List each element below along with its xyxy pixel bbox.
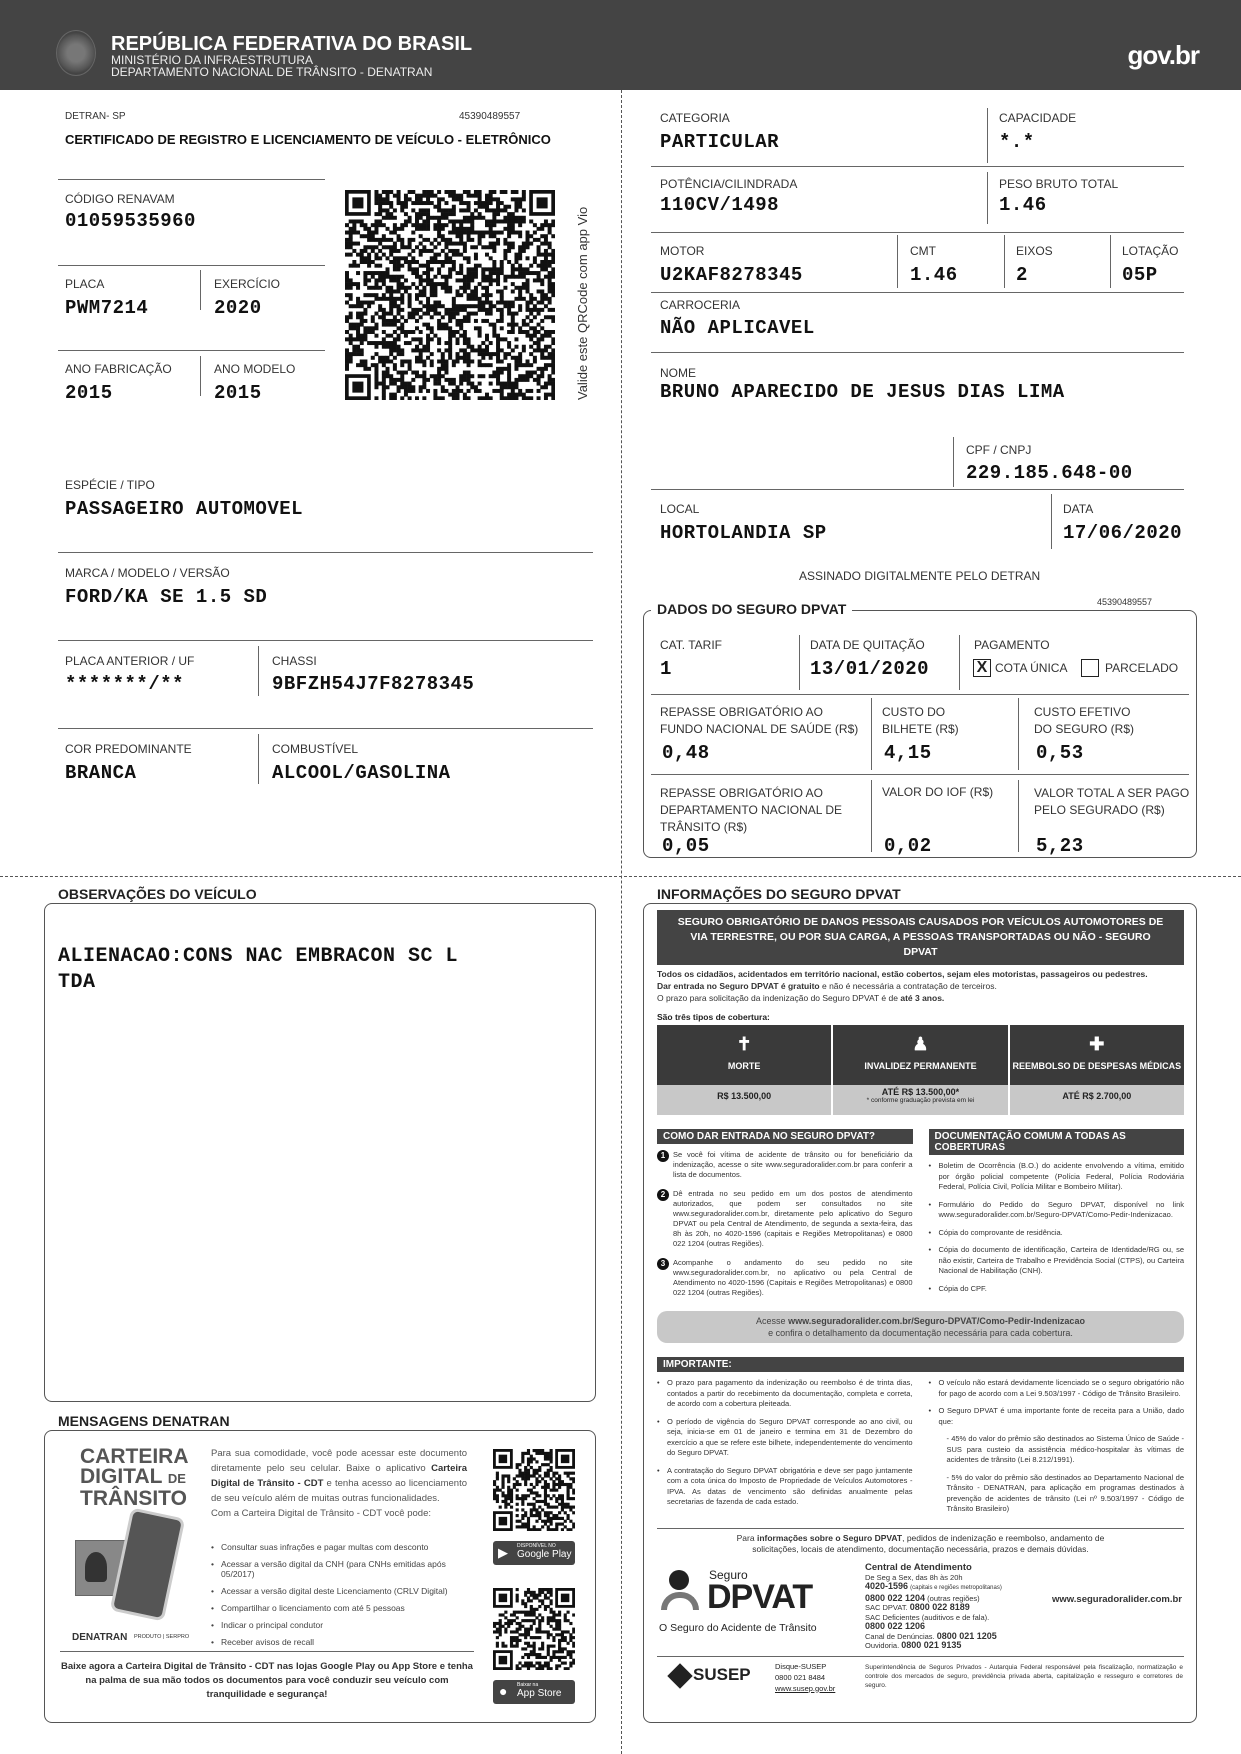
- renavam-value: 01059535960: [65, 210, 196, 232]
- coverage-header: [657, 1025, 831, 1085]
- cota-unica-checkbox: X: [973, 659, 991, 677]
- placa-anterior-label: PLACA ANTERIOR / UF: [65, 654, 195, 668]
- label-line: REPASSE OBRIGATÓRIO AO: [660, 786, 823, 800]
- data-label: DATA: [1063, 502, 1094, 516]
- serpro-label: PRODUTO | SERPRO: [134, 1634, 190, 1640]
- divider: [651, 166, 1184, 167]
- logo-text: [80, 1467, 186, 1489]
- label-line: CUSTO EFETIVO: [1034, 705, 1131, 719]
- cdt-feature-item: • Acessar a versão digital deste Licenciamento (CRLV Digital): [211, 1586, 471, 1596]
- importante-item: • O Seguro DPVAT é uma importante fonte de receita para a União, dado que:: [929, 1406, 1185, 1427]
- person-standing-icon: ♟: [912, 1034, 929, 1054]
- dpvat-data-title: DADOS DO SEGURO DPVAT: [651, 601, 852, 617]
- note: (outras regiões): [927, 1593, 980, 1603]
- divider: [651, 774, 1189, 775]
- tel-line: [865, 1641, 1002, 1651]
- chassi-label: CHASSI: [272, 654, 317, 668]
- label: Ouvidoria.: [865, 1641, 900, 1650]
- susep-logo-icon: [667, 1663, 692, 1688]
- custo-efetivo-value: 0,53: [1036, 742, 1084, 764]
- total-label: [1034, 785, 1189, 819]
- dpvat-logo-person-icon: [669, 1570, 689, 1590]
- observacoes-line2: TDA: [58, 971, 96, 994]
- coverage-name: INVALIDEZ PERMANENTE: [864, 1061, 977, 1071]
- custo-bilhete-value: 4,15: [884, 742, 932, 764]
- importante-sublist: [929, 1434, 1185, 1515]
- data-quitacao-value: 13/01/2020: [810, 658, 930, 680]
- digital-signature-note: ASSINADO DIGITALMENTE PELO DETRAN: [799, 569, 1041, 583]
- cor-label: COR PREDOMINANTE: [65, 742, 192, 756]
- cat-tarif-value: 1: [660, 658, 672, 680]
- divider: [58, 350, 325, 351]
- cdt-footer: Baixe agora a Carteira Digital de Trânsito - CDT nas lojas Google Play ou App Store e tenha na palma de sua mão todos os documentos para você conduzir seu veículo com tranquilidade e segurança!: [61, 1661, 473, 1700]
- text: , pedidos de indenização e reembolso, andamento de solicitações, locais de atendimento, documentação necessária, prazos e demais dúvidas.: [752, 1532, 1105, 1554]
- hours: De Seg a Sex, das 8h às 20h: [865, 1572, 963, 1582]
- cmt-label: CMT: [910, 244, 936, 258]
- especie-label: ESPÉCIE / TIPO: [65, 478, 155, 492]
- lotacao-label: LOTAÇÃO: [1122, 244, 1179, 258]
- google-play-icon: ▶: [498, 1545, 508, 1560]
- cut-line-horizontal: [0, 876, 1241, 877]
- importante-section: [657, 1378, 1184, 1522]
- central-atendimento: [865, 1562, 1002, 1651]
- value: ATÉ R$ 13.500,00*: [881, 1087, 960, 1097]
- peso-value: 1.46: [999, 194, 1047, 216]
- ano-fabricacao-label: ANO FABRICAÇÃO: [65, 362, 172, 376]
- divider: [651, 489, 1184, 490]
- divider: [871, 780, 872, 852]
- repasse-fns-label: [660, 704, 858, 738]
- step-number-icon: 1: [657, 1150, 669, 1162]
- phone: 0800 022 1204: [865, 1592, 926, 1603]
- como-step: [657, 1189, 913, 1249]
- importante-title: IMPORTANTE:: [657, 1357, 1184, 1372]
- phone: 4020-1596: [865, 1581, 909, 1591]
- google-play-button[interactable]: [493, 1541, 575, 1565]
- pagamento-label: PAGAMENTO: [974, 638, 1050, 652]
- divider: [200, 270, 201, 310]
- dpvat-contact: [657, 1556, 1184, 1650]
- step-number-icon: 2: [657, 1189, 669, 1201]
- susep-logo: SUSEP: [693, 1664, 751, 1684]
- phone: 0800 021 8484: [775, 1672, 826, 1682]
- label-line: PELO SEGURADO (R$): [1034, 803, 1165, 817]
- ano-modelo-label: ANO MODELO: [214, 362, 296, 376]
- marca-label: MARCA / MODELO / VERSÃO: [65, 566, 230, 580]
- dpvat-banner: SEGURO OBRIGATÓRIO DE DANOS PESSOAIS CAUSADOS POR VEÍCULOS AUTOMOTORES DE VIA TERRESTRE, OU POR SUA CARGA, A PESSOAS TRANSPORTADAS OU NÃO - SEGURO DPVAT: [657, 910, 1184, 965]
- text: e confira o detalhamento da documentação necessária para cada cobertura.: [768, 1328, 1073, 1338]
- divider: [1018, 780, 1019, 852]
- phone-card-illustration: [75, 1512, 185, 1622]
- text: Carteira Digital de Trânsito - CDT: [211, 1463, 467, 1489]
- repasse-denatran-value: 0,05: [662, 835, 710, 857]
- docs-column: [929, 1129, 1185, 1307]
- doc-title: CERTIFICADO DE REGISTRO E LICENCIAMENTO DE VEÍCULO - ELETRÔNICO: [65, 132, 551, 147]
- data-value: 17/06/2020: [1063, 522, 1183, 544]
- person-icon: [85, 1552, 107, 1582]
- importante-right-list: [929, 1378, 1185, 1427]
- divider: [657, 1528, 1184, 1529]
- issuer: DETRAN- SP: [65, 111, 126, 122]
- text: Para: [736, 1532, 757, 1543]
- denatran-label: DENATRAN: [72, 1632, 128, 1643]
- logo-text: TRÂNSITO: [80, 1487, 187, 1510]
- iof-label: VALOR DO IOF (R$): [882, 785, 994, 799]
- doc-item: • Cópia do documento de identificação, Carteira de Identidade/RG ou, se não existir, Carteira de Trabalho e Previdência Social (CTPS), ou Carteira Nacional de Habilitação (CNH).: [929, 1245, 1185, 1277]
- cdt-feature-item: • Consultar suas infrações e pagar multas com desconto: [211, 1542, 471, 1552]
- divider: [58, 265, 325, 266]
- doc-item: • Cópia do comprovante de residência.: [929, 1228, 1185, 1239]
- exercicio-label: EXERCÍCIO: [214, 277, 281, 291]
- para-info: [657, 1529, 1184, 1556]
- text: O prazo para solicitação da indenização do Seguro DPVAT é de: [657, 993, 901, 1003]
- divider: [987, 108, 988, 163]
- coverage-value: [833, 1085, 1007, 1115]
- text: e tenha acesso ao licenciamento de seu veículo além de muitas outras funcionalidades.: [211, 1478, 467, 1504]
- phone: 0800 021 9135: [901, 1640, 962, 1650]
- label-line: REPASSE OBRIGATÓRIO AO: [660, 705, 823, 719]
- potencia-value: 110CV/1498: [660, 194, 780, 216]
- coverage-reembolso: [1010, 1025, 1184, 1115]
- label: DISPONÍVEL NO: [517, 1543, 556, 1549]
- combustivel-value: ALCOOL/GASOLINA: [272, 762, 451, 784]
- label: Google Play: [517, 1549, 572, 1560]
- observacoes-line1: ALIENACAO:CONS NAC EMBRACON SC L: [58, 945, 459, 968]
- chassi-value: 9BFZH54J7F8278345: [272, 673, 475, 695]
- label: SAC DPVAT.: [865, 1603, 908, 1612]
- marca-value: FORD/KA SE 1.5 SD: [65, 586, 268, 608]
- label: Disque-SUSEP: [775, 1661, 827, 1671]
- coverage-morte: [657, 1025, 831, 1115]
- central-title: Central de Atendimento: [865, 1561, 972, 1573]
- label-line: DO SEGURO (R$): [1034, 722, 1135, 736]
- divider: [60, 1651, 474, 1652]
- eixos-value: 2: [1016, 264, 1028, 286]
- dpvat-logo-tagline: O Seguro do Acidente de Trânsito: [659, 1621, 817, 1634]
- dpvat-logo-big: DPVAT: [707, 1577, 813, 1616]
- label-line: TRÂNSITO (R$): [660, 820, 748, 834]
- importante-subitem: - 45% do valor do prêmio são destinados ao Sistema Único de Saúde - SUS para custeio da assistência médico-hospitalar às vítimas de acidentes de trânsito (Lei 8.212/1991).: [946, 1434, 1184, 1464]
- divider: [58, 640, 593, 641]
- importante-item: • O período de vigência do Seguro DPVAT corresponde ao ano civil, ou seja, inicia-se em 01 de janeiro e termina em 31 de Dezembro do exercício a que se refere este bilhete, independentemente do vencimento do Seguro DPVAT.: [657, 1417, 913, 1459]
- label: Canal de Denúncias.: [865, 1631, 935, 1641]
- coverage-value: [657, 1085, 831, 1115]
- divider: [258, 734, 259, 784]
- local-label: LOCAL: [660, 502, 700, 516]
- medical-kit-hand-icon: ✚: [1089, 1034, 1105, 1054]
- text: e não é necessária a contratação de terceiros.: [819, 981, 997, 991]
- cdt-description: [211, 1446, 467, 1521]
- label-line: VALOR TOTAL A SER PAGO: [1034, 786, 1190, 800]
- motor-value: U2KAF8278345: [660, 264, 803, 286]
- phone: 0800 022 1206: [865, 1621, 926, 1631]
- divider: [651, 694, 1189, 695]
- custo-bilhete-label: [882, 704, 959, 738]
- nome-label: NOME: [660, 366, 696, 380]
- text: Com a Carteira Digital de Trânsito - CDT você pode:: [211, 1508, 431, 1519]
- observacoes-title: OBSERVAÇÕES DO VEÍCULO: [52, 886, 263, 902]
- divider: [651, 292, 1184, 293]
- google-play-qr-code: [493, 1449, 575, 1531]
- text: Todos os cidadãos, acidentados em território nacional, estão cobertos, sejam eles motoristas, passageiros ou pedestres.: [657, 969, 1148, 979]
- importante-left: [657, 1378, 913, 1522]
- doc-item: • Formulário do Pedido do Seguro DPVAT, disponível no link www.seguradoralider.com.br/Seguro-DPVAT/Como-Pedir-Indenizacao.: [929, 1200, 1185, 1221]
- step-number-icon: 3: [657, 1258, 669, 1270]
- nome-value: BRUNO APARECIDO DE JESUS DIAS LIMA: [660, 381, 1065, 403]
- divider: [58, 552, 593, 553]
- doc-number: 45390489557: [459, 111, 521, 122]
- renavam-label: CÓDIGO RENAVAM: [65, 192, 175, 206]
- parcelado-label: PARCELADO: [1105, 661, 1179, 675]
- importante-subitem: - 5% do valor do prêmio são destinados ao Departamento Nacional de Trânsito - DENATRAN, para aplicação em programas destinados à prevenção de acidentes de trânsito (Lei nº 9.503/1997 - Código de Trânsito Brasileiro): [946, 1472, 1184, 1513]
- divider: [959, 635, 960, 690]
- doc-item: • Boletim de Ocorrência (B.O.) do acidente envolvendo a vítima, emitido por órgão policial competente (Polícia Federal, Polícia Rodoviária Federal, Polícia Civil, Polícia Militar e Bombeiro Militar).: [929, 1161, 1185, 1193]
- info-dpvat-title: INFORMAÇÕES DO SEGURO DPVAT: [651, 886, 907, 902]
- header-ministry: MINISTÉRIO DA INFRAESTRUTURA: [111, 53, 314, 67]
- susep-section: [657, 1657, 1184, 1699]
- acesse-link[interactable]: www.seguradoralider.com.br/Seguro-DPVAT/Como-Pedir-Indenizacao: [788, 1316, 1085, 1326]
- cota-unica-label: COTA ÚNICA: [995, 661, 1068, 675]
- header-bar: [0, 0, 1241, 90]
- doc-item: • Cópia do CPF.: [929, 1284, 1185, 1295]
- note: (capitais e regiões metropolitanas): [910, 1585, 1002, 1591]
- note: * conforme graduação prevista em lei: [866, 1097, 975, 1104]
- logo-text: DIGITAL: [80, 1465, 163, 1488]
- cpf-value: 229.185.648-00: [966, 462, 1133, 484]
- step-text: Dê entrada no seu pedido em um dos postos de atendimento autorizados, que podem ser consultados no site www.seguradoralider.com.br, diretamente pelo aplicativo do Seguro DPVAT ou pela Central de Atendimento, de segunda a sexta-feira, das 8h às 20h, no 4020-1596 (capitais e Regiões Metropolitanas) e 0800 022 1204 (outras Regiões).: [673, 1189, 913, 1248]
- label-line: CUSTO DO: [882, 705, 946, 719]
- text: Acesse: [756, 1316, 789, 1326]
- eixos-label: EIXOS: [1016, 244, 1053, 258]
- label-line: BILHETE (R$): [882, 722, 959, 736]
- acesse-banner: [657, 1311, 1184, 1343]
- exercicio-value: 2020: [214, 297, 262, 319]
- importante-item: • O prazo para pagamento da indenização ou reembolso é de trinta dias, contados a partir do recebimento da documentação, completa e correta, de acordo com a cobertura pleiteada.: [657, 1378, 913, 1410]
- dpvat-number: 45390489557: [1097, 597, 1153, 607]
- cdt-feature-item: • Indicar o principal condutor: [211, 1620, 471, 1630]
- categoria-label: CATEGORIA: [660, 111, 730, 125]
- divider: [58, 728, 593, 729]
- apple-icon: ●: [499, 1683, 508, 1699]
- cor-value: BRANCA: [65, 762, 137, 784]
- especie-value: PASSAGEIRO AUTOMOVEL: [65, 498, 304, 520]
- logo-text: DE: [167, 1471, 186, 1486]
- brasil-coat-of-arms-icon: [56, 30, 96, 76]
- importante-item: • A contratação do Seguro DPVAT obrigatória e deve ser pago juntamente com a cota única do Imposto de Propriedade de Veículos Automotores - IPVA. As datas de vencimento são definidas anualmente pelas secretarias de fazenda de cada estado.: [657, 1466, 913, 1508]
- dpvat-logo-small: Seguro: [709, 1567, 748, 1582]
- divider: [1110, 235, 1111, 288]
- label: SAC Deficientes (auditivos e de fala).: [865, 1612, 990, 1622]
- como-steps: [657, 1150, 913, 1298]
- coverage-header: [1010, 1025, 1184, 1085]
- cdt-feature-item: • Receber avisos de recall: [211, 1637, 471, 1647]
- coverage-value: [1010, 1085, 1184, 1115]
- tombstone-icon: ✝: [736, 1034, 752, 1054]
- divider: [651, 352, 1184, 353]
- carroceria-value: NÃO APLICAVEL: [660, 317, 815, 339]
- value: R$ 13.500,00: [717, 1091, 772, 1101]
- como-title: COMO DAR ENTRADA NO SEGURO DPVAT?: [657, 1129, 913, 1144]
- text: Dar entrada no Seguro DPVAT é gratuito: [657, 981, 820, 991]
- label: App Store: [517, 1688, 562, 1699]
- coverage-types-label: São três tipos de cobertura:: [657, 1012, 770, 1022]
- app-store-qr-code: [493, 1588, 575, 1670]
- importante-item: • O veículo não estará devidamente licenciado se o seguro obrigatório não for pago de acordo com a Lei 9.503/1997 - Código de Trânsito Brasileiro.: [929, 1378, 1185, 1399]
- placa-anterior-value: *******/**: [65, 673, 185, 695]
- potencia-label: POTÊNCIA/CILINDRADA: [660, 177, 798, 191]
- coverage-name: MORTE: [727, 1061, 761, 1071]
- mensagens-title: MENSAGENS DENATRAN: [52, 1413, 236, 1429]
- data-quitacao-label: DATA DE QUITAÇÃO: [810, 638, 925, 652]
- phone: 0800 021 1205: [936, 1630, 997, 1641]
- categoria-value: PARTICULAR: [660, 131, 780, 153]
- seguradora-site-link[interactable]: www.seguradoralider.com.br: [1051, 1593, 1182, 1605]
- divider: [258, 646, 259, 696]
- phone: 0800 022 8189: [909, 1602, 970, 1612]
- motor-label: MOTOR: [660, 244, 705, 258]
- ano-modelo-value: 2015: [214, 382, 262, 404]
- repasse-fns-value: 0,48: [662, 742, 710, 764]
- lotacao-value: 05P: [1122, 264, 1158, 286]
- susep-description: Superintendência de Seguros Privados - Autarquia Federal responsável pela fiscalização, normatização e controle dos mercados de seguro, previdência privada aberta, capitalização e resseguro e corretores de seguro.: [865, 1663, 1183, 1689]
- value: ATÉ R$ 2.700,00: [1062, 1091, 1132, 1101]
- app-store-button[interactable]: [493, 1680, 575, 1704]
- text: até 3 anos.: [900, 993, 945, 1003]
- header-title: REPÚBLICA FEDERATIVA DO BRASIL: [111, 33, 473, 55]
- cmt-value: 1.46: [910, 264, 958, 286]
- ano-fabricacao-value: 2015: [65, 382, 113, 404]
- cpf-label: CPF / CNPJ: [966, 443, 1032, 457]
- how-to-section: [657, 1129, 1184, 1307]
- carroceria-label: CARROCERIA: [660, 298, 741, 312]
- observacoes-box: [44, 903, 596, 1402]
- govbr-logo: gov.br: [1127, 40, 1199, 70]
- disque-susep: [775, 1661, 835, 1694]
- info-dpvat-content: [657, 910, 1184, 1699]
- placa-value: PWM7214: [65, 297, 149, 319]
- text: Para sua comodidade, você pode acessar este documento diretamente pelo seu celular. Baixe o aplicativo: [211, 1448, 467, 1474]
- custo-efetivo-label: [1034, 704, 1134, 738]
- como-column: [657, 1129, 913, 1307]
- logo-text: CARTEIRA: [80, 1445, 189, 1468]
- cat-tarif-label: CAT. TARIF: [660, 638, 723, 652]
- cdt-logo: [80, 1445, 189, 1510]
- docs-list: [929, 1161, 1185, 1294]
- cut-line-vertical: [621, 90, 622, 1754]
- phone-icon: [110, 1507, 186, 1621]
- repasse-denatran-label: [660, 785, 842, 836]
- intro: [657, 968, 1184, 1004]
- importante-right: [929, 1378, 1185, 1522]
- label: Baixar na: [517, 1682, 539, 1688]
- divider: [987, 172, 988, 224]
- qr-caption: Valide este QRCode com app Vio: [575, 206, 590, 400]
- docs-title: DOCUMENTAÇÃO COMUM A TODAS AS COBERTURAS: [929, 1129, 1185, 1155]
- cdt-feature-item: • Compartilhar o licenciamento com até 5 pessoas: [211, 1603, 471, 1613]
- local-value: HORTOLANDIA SP: [660, 522, 827, 544]
- parcelado-checkbox: [1081, 659, 1099, 677]
- iof-value: 0,02: [884, 835, 932, 857]
- coverage-name: REEMBOLSO DE DESPESAS MÉDICAS: [1012, 1061, 1182, 1071]
- divider: [1018, 698, 1019, 770]
- dpvat-logo-arc-icon: [661, 1592, 699, 1610]
- como-step: [657, 1150, 913, 1180]
- divider: [58, 179, 325, 180]
- total-value: 5,23: [1036, 835, 1084, 857]
- coverage-invalidez: [833, 1025, 1007, 1115]
- text: informações sobre o Seguro DPVAT: [756, 1532, 903, 1543]
- cdt-feature-item: • Acessar a versão digital da CNH (para CNHs emitidas após 05/2017): [211, 1559, 471, 1579]
- combustivel-label: COMBUSTÍVEL: [272, 742, 359, 756]
- divider: [200, 356, 201, 396]
- label-line: FUNDO NACIONAL DE SAÚDE (R$): [660, 722, 859, 736]
- divider: [871, 698, 872, 770]
- divider: [651, 232, 1184, 233]
- divider: [1051, 494, 1052, 549]
- header-department: DEPARTAMENTO NACIONAL DE TRÂNSITO - DENATRAN: [111, 65, 433, 79]
- coverage-header: [833, 1025, 1007, 1085]
- capacidade-value: *.*: [999, 131, 1035, 153]
- tel-line: [865, 1603, 1002, 1613]
- peso-label: PESO BRUTO TOTAL: [999, 177, 1119, 191]
- divider: [953, 437, 954, 487]
- divider: [897, 235, 898, 288]
- step-text: Se você foi vítima de acidente de trânsito ou for beneficiário da indenização, acesse o site www.seguradoralider.com.br para conferir a lista de documentos.: [673, 1150, 913, 1179]
- divider: [1004, 235, 1005, 288]
- cdt-feature-list: [211, 1542, 471, 1654]
- capacidade-label: CAPACIDADE: [999, 111, 1077, 125]
- divider: [799, 635, 800, 690]
- como-step: [657, 1258, 913, 1298]
- coverage-table: [657, 1025, 1184, 1115]
- validation-qr-code: [345, 190, 555, 400]
- placa-label: PLACA: [65, 277, 105, 291]
- label-line: DEPARTAMENTO NACIONAL DE: [660, 803, 843, 817]
- susep-site-link[interactable]: www.susep.gov.br: [775, 1683, 836, 1693]
- step-text: Acompanhe o andamento do seu pedido no site www.seguradoralider.com.br, no aplicativo ou pela Central de Atendimento no 4020-1596 (Capitais e Regiões Metropolitanas) e 0800 022 1204 (outras Regiões).: [673, 1258, 913, 1297]
